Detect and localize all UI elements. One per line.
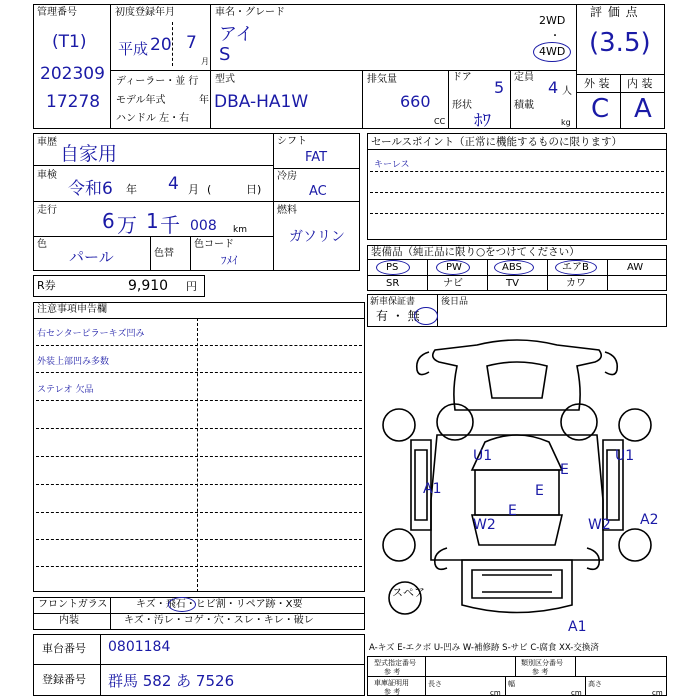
notes-label: 注意事項申告欄: [37, 304, 107, 315]
doors-label: ドア: [452, 72, 472, 83]
model-value: DBA-HA1W: [214, 92, 309, 112]
first-reg-month-unit: 月: [201, 57, 209, 66]
mileage-label: 走行: [37, 205, 57, 216]
mgmt-number: 202309: [40, 64, 105, 84]
equip-navi: ナビ: [443, 278, 463, 289]
fuel-value: ガソリン: [289, 229, 345, 245]
damage-mark: U1: [615, 448, 635, 464]
shaken-month: 4: [168, 174, 179, 194]
length-unit: cm: [490, 689, 501, 697]
mgmt-sub: 17278: [46, 92, 101, 112]
car-name: アイ: [219, 24, 254, 45]
damage-mark: E: [535, 483, 544, 499]
recycle-label: R券: [37, 279, 56, 292]
repaint-label: 色替: [154, 248, 174, 259]
mileage-man-unit: 万: [117, 213, 137, 237]
note-item-1: 右センターピラーキズ凹み: [37, 329, 145, 339]
doors-value: 5: [494, 78, 505, 97]
warranty-label: 新車保証書: [370, 297, 416, 307]
mileage-sen-unit: 千: [160, 213, 180, 237]
header-section: [33, 4, 665, 129]
shaken-month-unit: 月: [188, 183, 199, 196]
load-label: 積載: [514, 100, 534, 111]
fuel-label: 燃料: [277, 205, 297, 216]
history-value: 自家用: [60, 143, 118, 165]
first-reg-year: 20: [150, 35, 172, 55]
recycle-unit: 円: [186, 280, 197, 293]
score-ext-label: 外 装: [584, 77, 610, 90]
shaken-label: 車検: [37, 170, 57, 181]
equip-abs-circle: [494, 260, 534, 275]
capacity-unit: 人: [562, 86, 572, 97]
sales-points-label: セールスポイント（正常に機能するものに限ります）: [371, 136, 623, 148]
aircon-label: 冷房: [277, 171, 297, 182]
equip-pw: PW: [446, 262, 462, 273]
score-int-label: 内 装: [627, 77, 653, 90]
aircon-value: AC: [309, 184, 327, 199]
equip-airbag-circle: [555, 260, 597, 275]
width-label: 幅: [508, 680, 515, 688]
interior-value: キズ・汚レ・コゲ・穴・スレ・キレ・破レ: [124, 615, 314, 626]
shape-label: 形状: [452, 100, 472, 111]
height-unit: cm: [652, 689, 663, 697]
displacement-label: 排気量: [367, 74, 397, 85]
manual-label: 後日品: [441, 297, 469, 307]
glass-label: フロントガラス: [38, 599, 108, 610]
cert-sub: 参 考: [384, 688, 401, 696]
damage-mark: E: [560, 462, 569, 478]
class-number-label: 類別区分番号: [521, 659, 563, 667]
interior-label: 内装: [59, 615, 79, 626]
equip-ps-circle: [376, 260, 410, 275]
dealer-label: ディーラー・並 行: [116, 76, 199, 87]
damage-mark: A1: [568, 619, 587, 635]
model-year-unit: 年: [199, 95, 209, 106]
damage-legend: A-キズ E-エクボ U-凹み W-補修跡 S-サビ C-腐食 XX-交換済: [369, 643, 599, 653]
load-unit: kg: [561, 118, 571, 127]
drive-2wd: 2WD: [539, 14, 566, 27]
sales-point-item: キーレス: [374, 160, 410, 170]
mgmt-label: 管理番号: [37, 7, 77, 18]
recycle-value: 9,910: [128, 278, 169, 294]
note-item-3: ステレオ 欠品: [37, 385, 94, 395]
first-reg-label: 初度登録年月: [115, 7, 175, 18]
note-item-2: 外装上部凹み多数: [37, 357, 110, 367]
shaken-era: 令和6: [68, 179, 113, 199]
damage-mark: E: [508, 503, 517, 519]
type-number-label: 型式指定番号: [374, 659, 416, 667]
mileage-rest: 008: [190, 218, 217, 234]
color-value: パール: [69, 248, 114, 266]
score-value: (3.5): [589, 28, 651, 58]
plate-value: 群馬 582 あ 7526: [108, 672, 235, 690]
score-label: 評 価 点: [590, 5, 639, 19]
shaken-day-unit: 日): [246, 183, 262, 196]
equip-pw-circle: [436, 260, 470, 275]
capacity-label: 定員: [514, 72, 534, 83]
first-reg-month: 7: [186, 33, 197, 53]
mileage-sen: 1: [146, 209, 159, 233]
drive-4wd-circle: [533, 42, 571, 62]
displacement-unit: CC: [434, 117, 446, 126]
color-label: 色: [37, 239, 47, 250]
capacity-value: 4: [548, 78, 559, 97]
cert-label: 車庫証明用: [374, 679, 409, 687]
plate-label: 登録番号: [42, 673, 86, 686]
height-label: 高さ: [588, 680, 602, 688]
equipment-label: 装備品（純正品に限り○をつけてください）: [371, 246, 580, 258]
color-code-label: 色コード: [194, 239, 234, 250]
car-grade: S: [219, 44, 231, 65]
width-unit: cm: [571, 689, 582, 697]
length-label: 長さ: [428, 680, 442, 688]
warranty-circle: [414, 307, 438, 325]
class-number-sub: 参 考: [532, 668, 549, 676]
equip-ps: PS: [386, 262, 399, 273]
equip-sr: SR: [386, 278, 400, 289]
mileage-unit: km: [233, 225, 247, 235]
equip-airbag: エアB: [562, 262, 589, 273]
name-grade-label: 車名・グレード: [215, 7, 285, 18]
first-reg-era: 平成: [118, 40, 149, 58]
mileage-man: 6: [102, 209, 115, 233]
score-int: A: [634, 94, 652, 124]
spare-label: スペア: [392, 586, 425, 599]
damage-mark: A1: [423, 481, 442, 497]
equip-abs: ABS: [502, 262, 522, 273]
model-label: 型式: [215, 74, 235, 85]
drive-4wd: 4WD: [539, 45, 566, 58]
shape-value: ﾎﾜ: [474, 111, 491, 131]
chassis-label: 車台番号: [42, 642, 86, 655]
damage-mark: W2: [588, 517, 611, 533]
shift-value: FAT: [305, 150, 328, 165]
score-ext: C: [591, 94, 610, 124]
damage-mark: A2: [640, 512, 659, 528]
shaken-year-unit: 年: [126, 183, 137, 196]
equip-aw: AW: [627, 262, 644, 273]
history-label: 車歴: [37, 137, 57, 148]
damage-mark: W2: [473, 517, 496, 533]
handle-label: ハンドル 左・右: [116, 113, 190, 124]
recycle-section: [33, 275, 205, 297]
mgmt-code: (T1): [52, 32, 87, 52]
displacement-value: 660: [400, 92, 431, 111]
damage-mark: U1: [473, 448, 493, 464]
shift-label: シフト: [277, 136, 307, 147]
color-code: ﾌﾒｲ: [221, 254, 238, 267]
chassis-value: 0801184: [108, 639, 171, 655]
shaken-day-open: (: [207, 183, 212, 196]
model-year-label: モデル年式: [116, 95, 166, 106]
warranty-value: 有 ・ 無: [376, 309, 420, 323]
type-number-sub: 参 考: [384, 668, 401, 676]
glass-circle: [168, 597, 196, 612]
equip-tv: TV: [506, 278, 519, 289]
glass-value: キズ・飛石・ヒビ割・リペア跡・X要: [136, 599, 303, 610]
equip-leather: カワ: [566, 278, 586, 289]
drive-dot: ・: [550, 31, 560, 42]
